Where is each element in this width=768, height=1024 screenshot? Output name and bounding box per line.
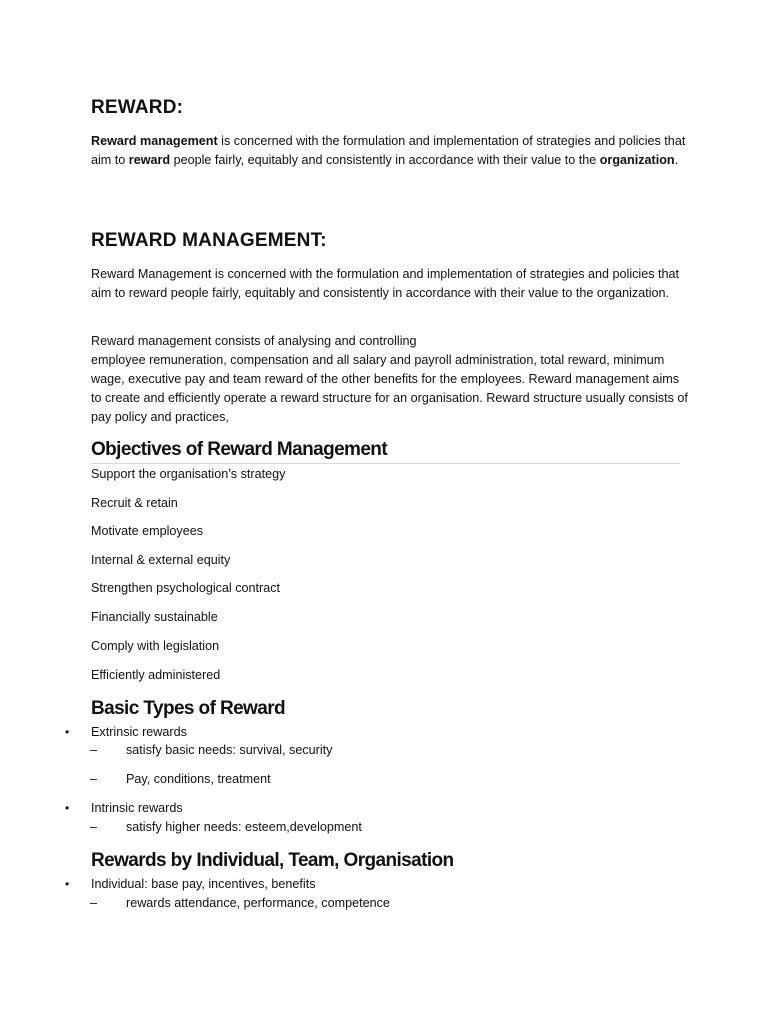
objective-item: Recruit & retain <box>91 496 178 510</box>
objective-item: Efficiently administered <box>91 668 221 682</box>
bold-term-organization: organization <box>599 153 675 167</box>
basic-types-heading: Basic Types of Reward <box>91 698 286 719</box>
objective-item: Support the organisation’s strategy <box>91 467 286 481</box>
list-item-intrinsic: Intrinsic rewards <box>91 801 183 815</box>
objective-item: Financially sustainable <box>91 610 218 624</box>
sub-list-item: rewards attendance, performance, competence <box>126 896 390 910</box>
dash-icon: – <box>90 896 98 910</box>
reward-management-heading: REWARD MANAGEMENT: <box>91 230 327 251</box>
bullet-icon: • <box>65 725 70 739</box>
objective-item: Motivate employees <box>91 524 203 538</box>
paragraph-line: Reward management consists of analysing and controlling <box>91 334 417 348</box>
sub-list-item: satisfy basic needs: survival, security <box>126 743 333 757</box>
sub-list-item: Pay, conditions, treatment <box>126 772 271 786</box>
objective-item: Strengthen psychological contract <box>91 581 281 595</box>
sub-list-item: satisfy higher needs: esteem,development <box>126 820 362 834</box>
reward-management-paragraph-1: Reward Management is concerned with the formulation and implementation of strategies and policies that aim to reward people fairly, equitably and consistently in accordance with their value to the organization. <box>91 267 680 300</box>
paragraph-text: people fairly, equitably and consistently in accordance with their value to the <box>170 153 600 167</box>
objectives-heading: Objectives of Reward Management <box>91 439 388 460</box>
dash-icon: – <box>90 743 98 757</box>
heading-underline <box>91 463 680 464</box>
bullet-icon: • <box>65 801 70 815</box>
paragraph-text: employee remuneration, compensation and all salary and payroll administration, total reward, minimum wage, executive pay and team reward of the other benefits for the employees. Reward management aims to create and efficiently operate a reward structure for an organisation. Reward structure usually consists of pay policy and practices, <box>91 353 688 424</box>
list-item-extrinsic: Extrinsic rewards <box>91 725 187 739</box>
objective-item: Internal & external equity <box>91 553 231 567</box>
dash-icon: – <box>90 820 98 834</box>
bullet-icon: • <box>65 877 70 891</box>
paragraph-text: is concerned with the formulation and implementation of strategies and policies that aim to <box>91 134 686 167</box>
list-item-individual: Individual: base pay, incentives, benefits <box>91 877 316 891</box>
bold-term-reward-management: Reward management <box>91 134 218 148</box>
rewards-by-level-heading: Rewards by Individual, Team, Organisation <box>91 850 454 871</box>
bold-term-reward: reward <box>128 153 171 167</box>
reward-heading: REWARD: <box>91 97 184 118</box>
reward-management-paragraph-2 <box>91 332 691 427</box>
objective-item: Comply with legislation <box>91 639 220 653</box>
dash-icon: – <box>90 772 98 786</box>
paragraph-text: . <box>674 153 679 167</box>
reward-definition-paragraph <box>91 132 691 170</box>
